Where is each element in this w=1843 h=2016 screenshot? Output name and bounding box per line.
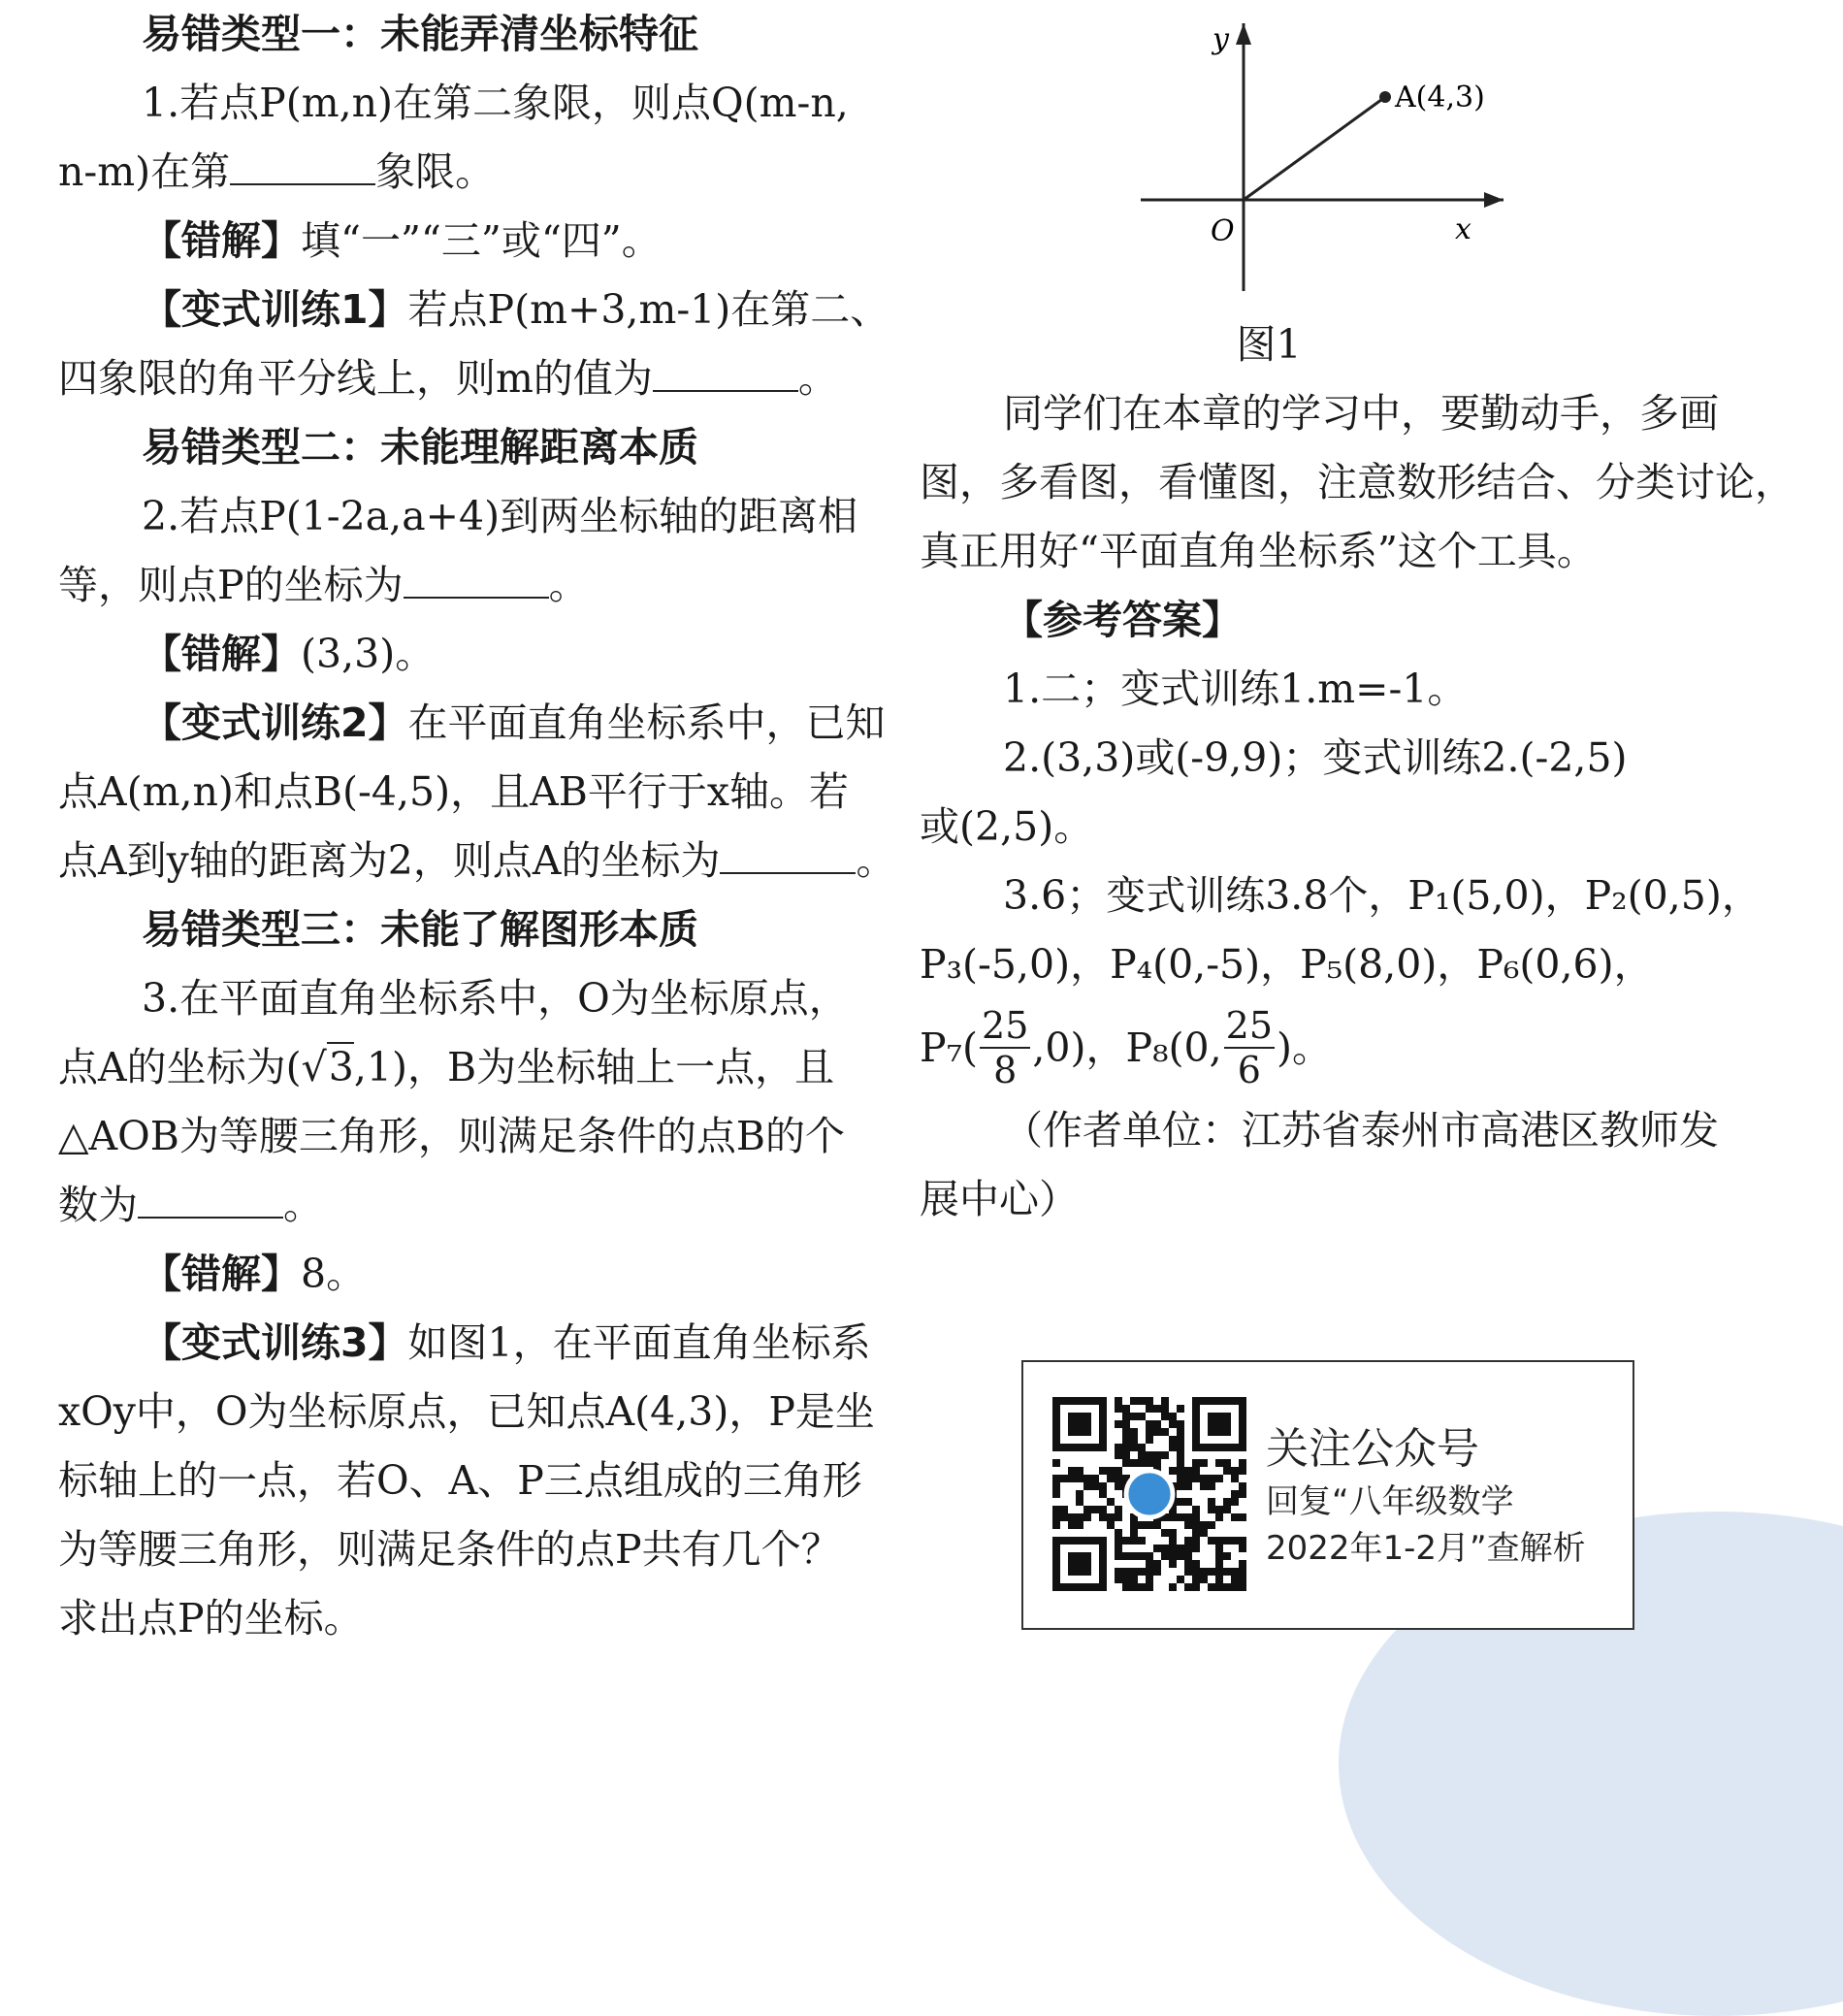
variant3-line1 [58,1309,871,1378]
variant2-line2: 点A(m,n)和点B(-4,5)，且AB平行于x轴。若 [58,768,849,815]
wrong-answer-text: 8。 [301,1251,367,1297]
wrong-answer-label: 【错解】 [142,217,301,264]
q3-line4-post: 。 [283,1182,323,1228]
variant3-line3: 标轴上的一点，若O、A、P三点组成的三角形 [58,1457,862,1504]
type2-heading: 易错类型二：未能理解距离本质 [142,424,698,471]
author-line2: 展中心） [920,1176,1079,1222]
q2-line2-pre: 等，则点P的坐标为 [58,562,404,608]
answer-blank [230,154,375,185]
variant1-line2-pre: 四象限的角平分线上，则m的值为 [58,355,653,402]
q1-line1: 1.若点P(m,n)在第二象限，则点Q(m-n, [142,80,849,126]
answer-3-line2: P₃(-5,0)，P₄(0,-5)，P₅(8,0)，P₆(0,6)， [920,941,1654,988]
variant-text: 若点P(m+3,m-1)在第二、 [407,286,890,333]
x-axis-arrow [1484,192,1504,208]
type3-heading: 易错类型三：未能了解图形本质 [142,906,698,953]
wrong-answer-label: 【错解】 [142,1251,301,1297]
qr-promo-box [1021,1360,1634,1630]
q1-line2-pre: n-m)在第 [58,148,231,195]
variant2-line1 [58,689,886,758]
right-column [920,310,1794,1234]
fraction-numerator: 25 [982,1004,1029,1047]
wrong-answer-text: 填“一”“三”或“四”。 [301,217,662,264]
answer-blank [404,568,549,599]
answer-blank [720,843,856,874]
coordinate-figure [1125,10,1513,301]
qr-text [1266,1420,1586,1572]
figure-caption: 图1 [1236,321,1302,368]
fraction-denominator: 8 [993,1049,1018,1091]
qr-line2: 2022年1-2月”查解析 [1266,1529,1586,1568]
q1-wrong-answer [58,207,863,276]
fraction-p7 [980,1004,1030,1091]
q3-wrong-answer [58,1240,863,1309]
q1-line2 [58,138,863,207]
segment-oa [1244,97,1385,200]
variant2-line3-pre: 点A到y轴的距离为2，则点A的坐标为 [58,837,721,884]
sqrt-radicand: 3 [328,1044,354,1090]
summary-line2: 图，多看图，看懂图，注意数形结合、分类讨论， [920,459,1794,505]
q3-line2-pre: 点A的坐标为( [58,1044,302,1090]
variant2-line3 [58,827,896,895]
q3-line1: 3.在平面直角坐标系中，O为坐标原点， [142,975,849,1022]
author-line1: （作者单位：江苏省泰州市高港区教师发 [1003,1107,1719,1154]
q3-line2: 点A的坐标为(√3,1)，B为坐标轴上一点，且 [58,1044,835,1090]
summary-line1: 同学们在本章的学习中，要勤动手，多画 [1003,390,1719,437]
p8-suffix: )。 [1277,1024,1333,1071]
qr-code-icon[interactable] [1052,1397,1246,1591]
left-column [58,0,896,1653]
y-axis-arrow [1236,23,1251,45]
qr-line1: 回复“八年级数学 [1266,1482,1514,1521]
q3-line4-pre: 数为 [58,1182,138,1228]
q2-line1: 2.若点P(1-2a,a+4)到两坐标轴的距离相 [142,493,858,539]
x-axis-label: x [1455,212,1471,246]
variant-label: 【变式训练1】 [142,286,408,333]
variant3-line4: 为等腰三角形，则满足条件的点P共有几个？ [58,1526,841,1573]
wrong-answer-label: 【错解】 [142,631,301,677]
y-axis-label: y [1212,22,1229,56]
fraction-numerator: 25 [1225,1004,1274,1047]
p7-prefix: P₇( [920,1024,979,1071]
variant1-line1 [58,276,890,344]
variant3-line5: 求出点P的坐标。 [58,1595,364,1642]
type1-heading: 易错类型一：未能弄清坐标特征 [142,11,698,57]
answer-heading: 【参考答案】 [1003,597,1242,643]
q3-line4 [58,1171,863,1240]
qr-title: 关注公众号 [1266,1424,1479,1474]
q2-wrong-answer [58,620,863,689]
answer-blank [138,1187,283,1219]
fraction-denominator: 6 [1237,1049,1261,1091]
q2-line2-post: 。 [548,562,589,608]
answer-3-line3 [920,999,1727,1096]
wrong-answer-text: (3,3)。 [301,631,436,677]
answer-blank [653,361,798,392]
point-a-label: A(4,3) [1395,81,1485,114]
q1-line2-post: 象限。 [375,148,496,195]
answer-3-line1: 3.6；变式训练3.8个，P₁(5,0)，P₂(0,5)， [1003,872,1762,919]
variant1-line2-post: 。 [797,355,838,402]
answer-1: 1.二；变式训练1.m=-1。 [1003,666,1468,712]
origin-label: O [1211,214,1235,248]
variant-text: 在平面直角坐标系中，已知 [407,699,886,746]
summary-line3: 真正用好“平面直角坐标系”这个工具。 [920,528,1597,574]
q2-line2 [58,551,863,620]
variant1-line2 [58,344,863,413]
variant-label: 【变式训练3】 [142,1319,408,1366]
fraction-p8 [1224,1004,1275,1091]
variant-label: 【变式训练2】 [142,699,408,746]
answer-2-line2: 或(2,5)。 [920,803,1094,850]
q3-line2-post: ,1)，B为坐标轴上一点，且 [353,1044,835,1090]
variant2-line3-post: 。 [856,837,896,884]
q3-line3: △AOB为等腰三角形，则满足条件的点B的个 [58,1113,846,1159]
p7-suffix: ,0)，P₈(0, [1032,1024,1222,1071]
variant3-line2: xOy中，O为坐标原点，已知点A(4,3)，P是坐 [58,1388,875,1435]
variant-text: 如图1，在平面直角坐标系 [407,1319,871,1366]
answer-2-line1: 2.(3,3)或(-9,9)；变式训练2.(-2,5) [1003,734,1628,781]
point-a [1379,91,1391,103]
